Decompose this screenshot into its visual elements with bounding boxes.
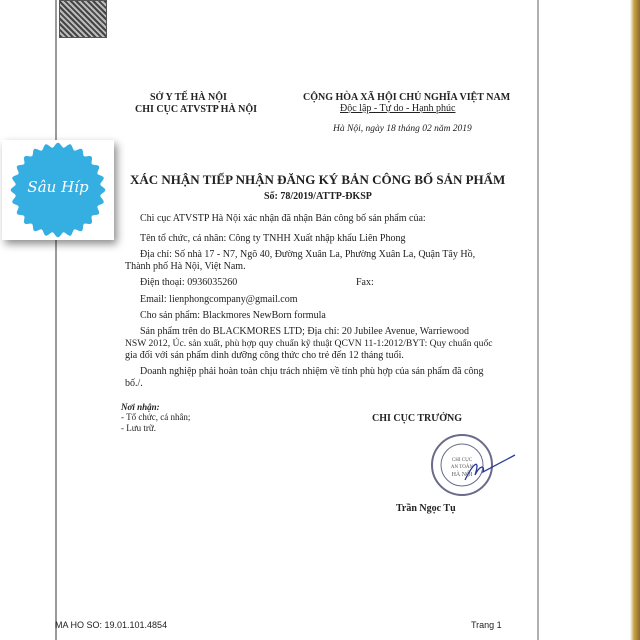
watermark-text: Sâu Híp xyxy=(27,178,89,196)
official-stamp xyxy=(420,430,520,500)
header-left-2: CHI CỤC ATVSTP HÀ NỘI xyxy=(135,104,258,115)
address-text: Địa chỉ: Số nhà 17 - N7, Ngõ 40, Đường Xuân La, Phường Xuân La, Quận Tây Hồ, xyxy=(140,249,476,260)
manufacturer-text-2: NSW 2012, Úc. sản xuất, phù hợp quy chuẩn kỹ thuật QCVN 11-1:2012/BYT: Quy chuẩn quốc xyxy=(125,338,493,349)
email-text: Email: lienphongcompany@gmail.com xyxy=(140,294,298,305)
header-left-1: SỞ Y TẾ HÀ NỘI xyxy=(150,92,227,103)
recipient-item: - Tổ chức, cá nhân; xyxy=(121,412,191,422)
phone-text: Điện thoại: 0936035260 xyxy=(140,277,238,288)
org-text: Tên tổ chức, cá nhân: Công ty TNHH Xuất nhập khẩu Liên Phong xyxy=(140,233,406,244)
intro-text: Chi cục ATVSTP Hà Nội xác nhận đã nhận Bản công bố sản phẩm của: xyxy=(140,213,426,224)
page-number: Trang 1 xyxy=(471,620,502,630)
fax-text: Fax: xyxy=(356,277,374,288)
svg-text:CHI CỤC: CHI CỤC xyxy=(451,458,473,463)
recipients-label: Nơi nhận: xyxy=(121,402,160,412)
watermark-sticker xyxy=(2,140,114,240)
document-date: Hà Nội, ngày 18 tháng 02 năm 2019 xyxy=(333,124,472,134)
manufacturer-text-1: Sản phẩm trên do BLACKMORES LTD; Địa chỉ: 20 Jubilee Avenue, Warriewood xyxy=(140,326,469,337)
qr-code xyxy=(59,0,107,38)
header-right-2: Độc lập - Tự do - Hạnh phúc xyxy=(340,103,456,114)
document-number: Số: 78/2019/ATTP-ĐKSP xyxy=(264,191,372,202)
address-text-2: Thành phố Hà Nội, Việt Nam. xyxy=(125,261,246,272)
responsibility-text-2: bố./. xyxy=(125,378,143,389)
product-text: Cho sản phẩm: Blackmores NewBorn formula xyxy=(140,310,326,321)
responsibility-text-1: Doanh nghiệp phải hoàn toàn chịu trách nhiệm về tính phù hợp của sản phẩm đã công xyxy=(140,366,484,377)
background-edge xyxy=(630,0,640,640)
recipient-item: - Lưu trữ. xyxy=(121,423,156,433)
manufacturer-text-3: gia đối với sản phẩm dinh dưỡng công thức cho trẻ đến 12 tháng tuổi. xyxy=(125,350,404,361)
signer-name: Trần Ngọc Tụ xyxy=(396,503,456,514)
svg-text:AN TOÀN: AN TOÀN xyxy=(450,465,474,470)
document-title: XÁC NHẬN TIẾP NHẬN ĐĂNG KÝ BẢN CÔNG BỐ SẢN PHẨM xyxy=(130,172,506,187)
file-code: MA HO SO: 19.01.101.4854 xyxy=(55,620,168,630)
signature-role: CHI CỤC TRƯỞNG xyxy=(372,413,463,424)
header-right-1: CỘNG HÒA XÃ HỘI CHỦ NGHĨA VIỆT NAM xyxy=(303,92,511,103)
svg-text:HÀ NỘI: HÀ NỘI xyxy=(451,472,473,478)
